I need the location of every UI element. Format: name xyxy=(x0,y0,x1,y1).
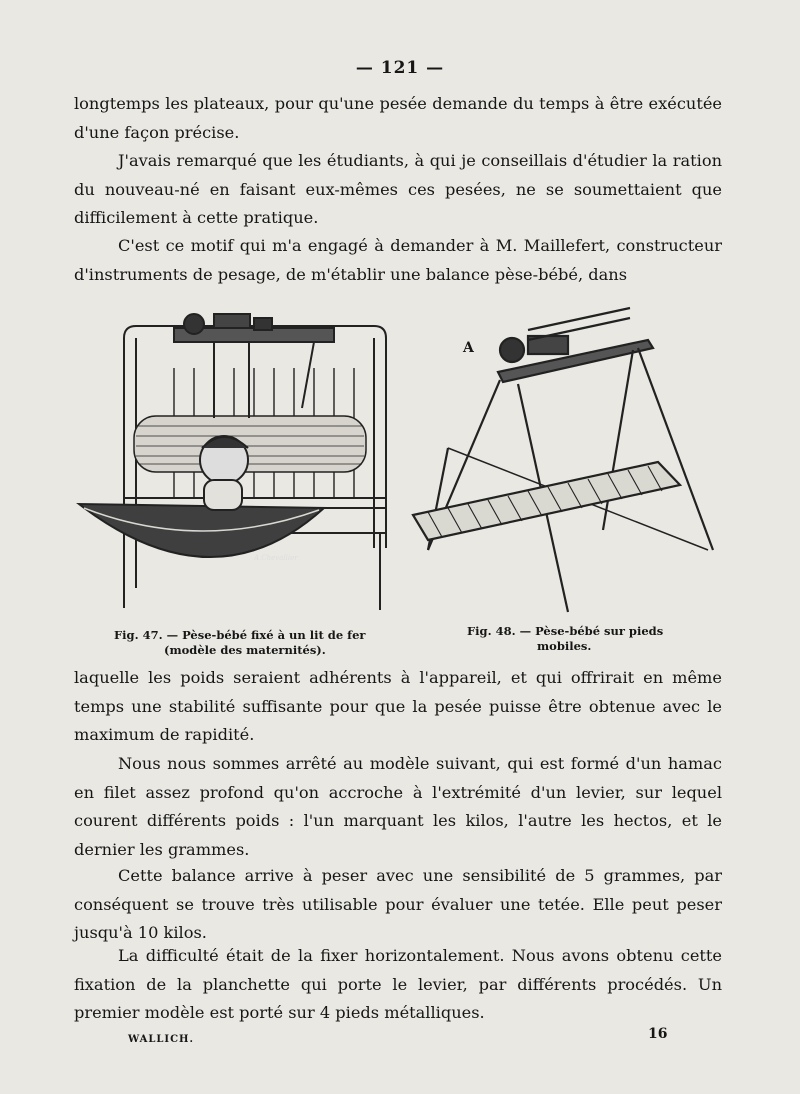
paragraph-5: Nous nous sommes arrêté au modèle suivant, qui est formé d'un hamac en filet assez profond qu'on accroche à l'extrémité d'un levier, sur lequel courent différents poids : l'un marquant les kilos, l'autre les hectos, et le dernier les grammes. xyxy=(74,754,722,859)
figure-48-drawing xyxy=(408,300,728,620)
figure-48-illustration xyxy=(408,300,728,620)
figure-47-drawing xyxy=(74,298,394,618)
figure-47-caption xyxy=(114,628,366,658)
figure-48-caption xyxy=(467,624,663,654)
figure-47-caption-line1: Fig. 47. — Pèse-bébé fixé à un lit de fer xyxy=(114,628,366,642)
figure-47-caption-line2: (modèle des maternités). xyxy=(164,643,326,657)
page-number: — 121 — xyxy=(355,58,445,78)
figure-48-caption-line2: mobiles. xyxy=(537,639,592,653)
footer-signature-number: 16 xyxy=(648,1026,668,1042)
paragraph-1: longtemps les plateaux, pour qu'une pesée demande du temps à être exécutée d'une façon précise. xyxy=(74,94,722,142)
figure-47-illustration xyxy=(74,298,394,618)
engraver-signature: A.Chevallier xyxy=(254,554,298,562)
paragraph-7: La difficulté était de la fixer horizontalement. Nous avons obtenu cette fixation de la planchette qui porte le levier, par différents procédés. Un premier modèle est porté sur 4 pieds métalliques. xyxy=(74,946,722,1022)
paragraph-6: Cette balance arrive à peser avec une sensibilité de 5 grammes, par conséquent se trouve très utilisable pour évaluer une tetée. Elle peut peser jusqu'à 10 kilos. xyxy=(74,866,722,942)
footer-author: WALLICH. xyxy=(128,1034,194,1045)
paragraph-2: J'avais remarqué que les étudiants, à qui je conseillais d'étudier la ration du nouveau-né en faisant eux-mêmes ces pesées, ne se soumettaient que difficilement à cette pratique. xyxy=(74,151,722,227)
paragraph-4: laquelle les poids seraient adhérents à l'appareil, et qui offrirait en même temps une stabilité suffisante pour que la pesée puisse être obtenue avec le maximum de rapidité. xyxy=(74,668,722,744)
figure-48-caption-line1: Fig. 48. — Pèse-bébé sur pieds xyxy=(467,624,664,638)
paragraph-3: C'est ce motif qui m'a engagé à demander à M. Maillefert, constructeur d'instruments de pesage, de m'établir une balance pèse-bébé, dans xyxy=(74,236,722,284)
marginal-mark: A xyxy=(463,340,474,356)
